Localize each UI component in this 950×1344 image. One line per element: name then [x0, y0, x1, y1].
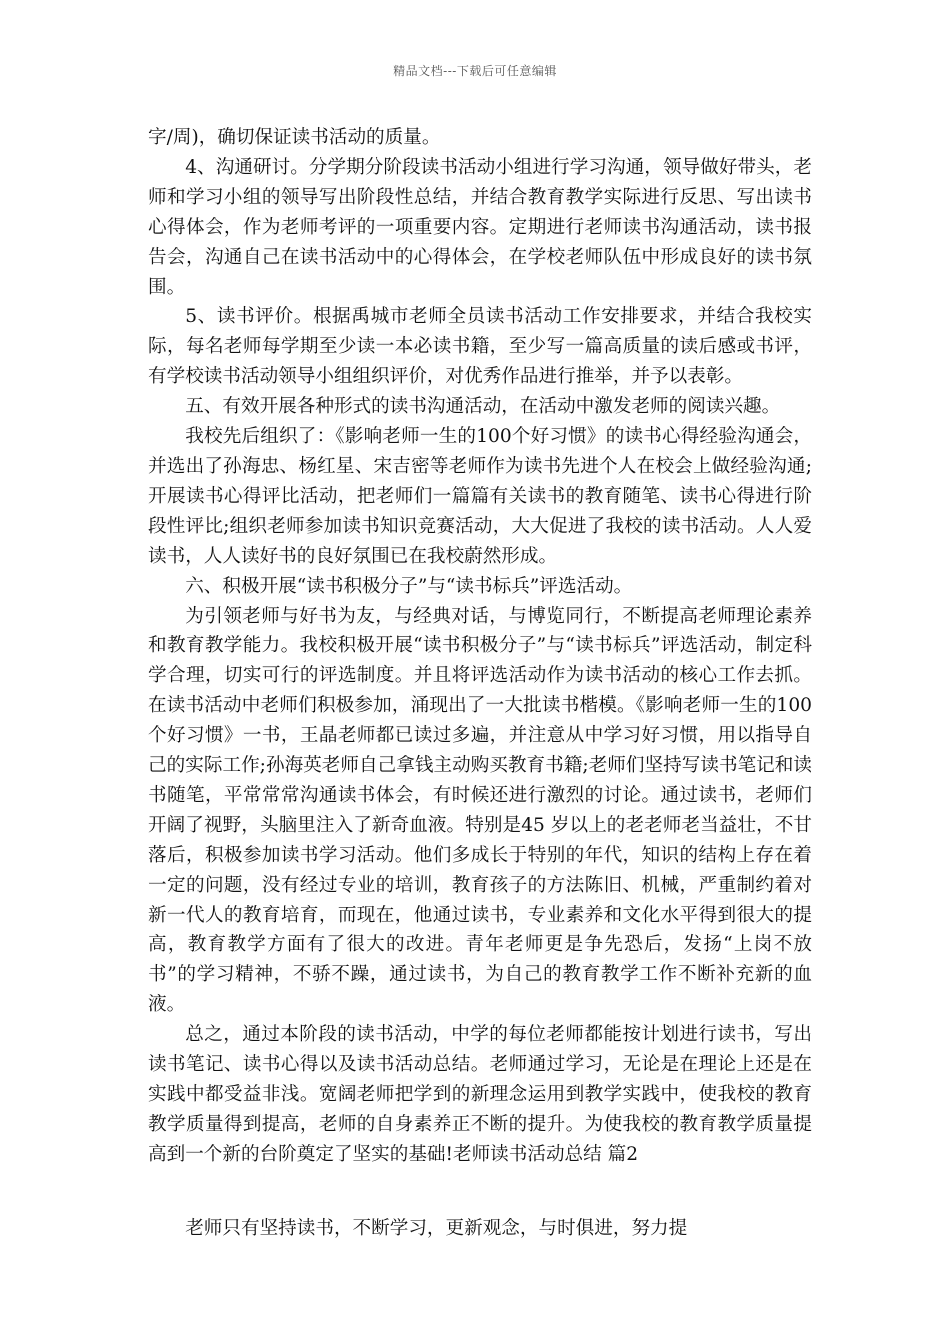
paragraph-activities-organized: 我校先后组织了：《影响老师一生的100个好习惯》的读书心得经验沟通会，并选出了孙海忠、杨红星、宋吉密等老师作为读书先进个人在校会上做经验沟通;开展读书心得评比活动，把老师们一篇篇有关读书的教育随笔、读书心得进行阶段性评比;组织老师参加读书知识竞赛活动，大大促进了我校的读书活动。人人爱读书，人人读好书的良好氛围已在我校蔚然形成。: [148, 426, 812, 567]
paragraph-summary: 总之，通过本阶段的读书活动，中学的每位老师都能按计划进行读书，写出读书笔记、读书心得以及读书活动总结。老师通过学习，无论是在理论上还是在实践中都受益非浅。宽阔老师把学到的新理念运用到教学实践中，使我校的教育教学质量得到提高，老师的自身素养正不断的提升。为使我校的教育教学质量提高到一个新的台阶奠定了坚实的基础!老师读书活动总结 篇2: [148, 1024, 812, 1165]
paragraph-reading-evaluation: 5、读书评价。根据禹城市老师全员读书活动工作安排要求，并结合我校实际，每名老师每学期至少读一本必读书籍，至少写一篇高质量的读后感或书评，有学校读书活动领导小组组织评价，对优秀作品进行推举，并予以表彰。: [148, 306, 812, 388]
paragraph-continuation: 字/周)，确切保证读书活动的质量。: [148, 127, 441, 148]
document-body: [148, 123, 812, 1244]
section-heading-five: 五、有效开展各种形式的读书沟通活动，在活动中激发老师的阅读兴趣。: [185, 396, 781, 418]
paragraph-communication-seminar: 4、沟通研讨。分学期分阶段读书活动小组进行学习沟通，领导做好带头，老师和学习小组的领导写出阶段性总结，并结合教育教学实际进行反思、写出读书心得体会，作为老师考评的一项重要内容。定期进行老师读书沟通活动，读书报告会，沟通自己在读书活动中的心得体会，在学校老师队伍中形成良好的读书氛围。: [148, 156, 812, 298]
section-heading-six: 六、积极开展“读书积极分子”与“读书标兵”评选活动。: [185, 575, 633, 597]
page-header: 精品文档---下载后可任意编辑: [393, 64, 557, 78]
paragraph-selection-activity: 为引领老师与好书为友，与经典对话，与博览同行，不断提高老师理论素养和教育教学能力。我校积极开展“读书积极分子”与“读书标兵”评选活动，制定科学合理，切实可行的评选制度。并且将评选活动作为读书活动的核心工作去抓。在读书活动中老师们积极参加，涌现出了一大批读书楷模。《影响老师一生的100个好习惯》一书，王晶老师都已读过多遍，并注意从中学习好习惯，用以指导自己的实际工作;孙海英老师自己拿钱主动购买教育书籍;老师们坚持写读书笔记和读书随笔，平常常常沟通读书体会，有时候还进行激烈的讨论。通过读书，老师们开阔了视野，头脑里注入了新奇血液。特别是45 岁以上的老老师老当益壮，不甘落后，积极参加读书学习活动。他们多成长于特别的年代，知识的结构上存在着一定的问题，没有经过专业的培训，教育孩子的方法陈旧、机械，严重制约着对新一代人的教育培育，而现在，他通过读书，专业素养和文化水平得到很大的提高，教育教学方面有了很大的改进。青年老师更是争先恐后，发扬“上岗不放书”的学习精神，不骄不躁，通过读书，为自己的教育教学工作不断补充新的血液。: [148, 605, 812, 1016]
paragraph-part-two-start: 老师只有坚持读书，不断学习，更新观念，与时俱进，努力提: [185, 1217, 688, 1239]
